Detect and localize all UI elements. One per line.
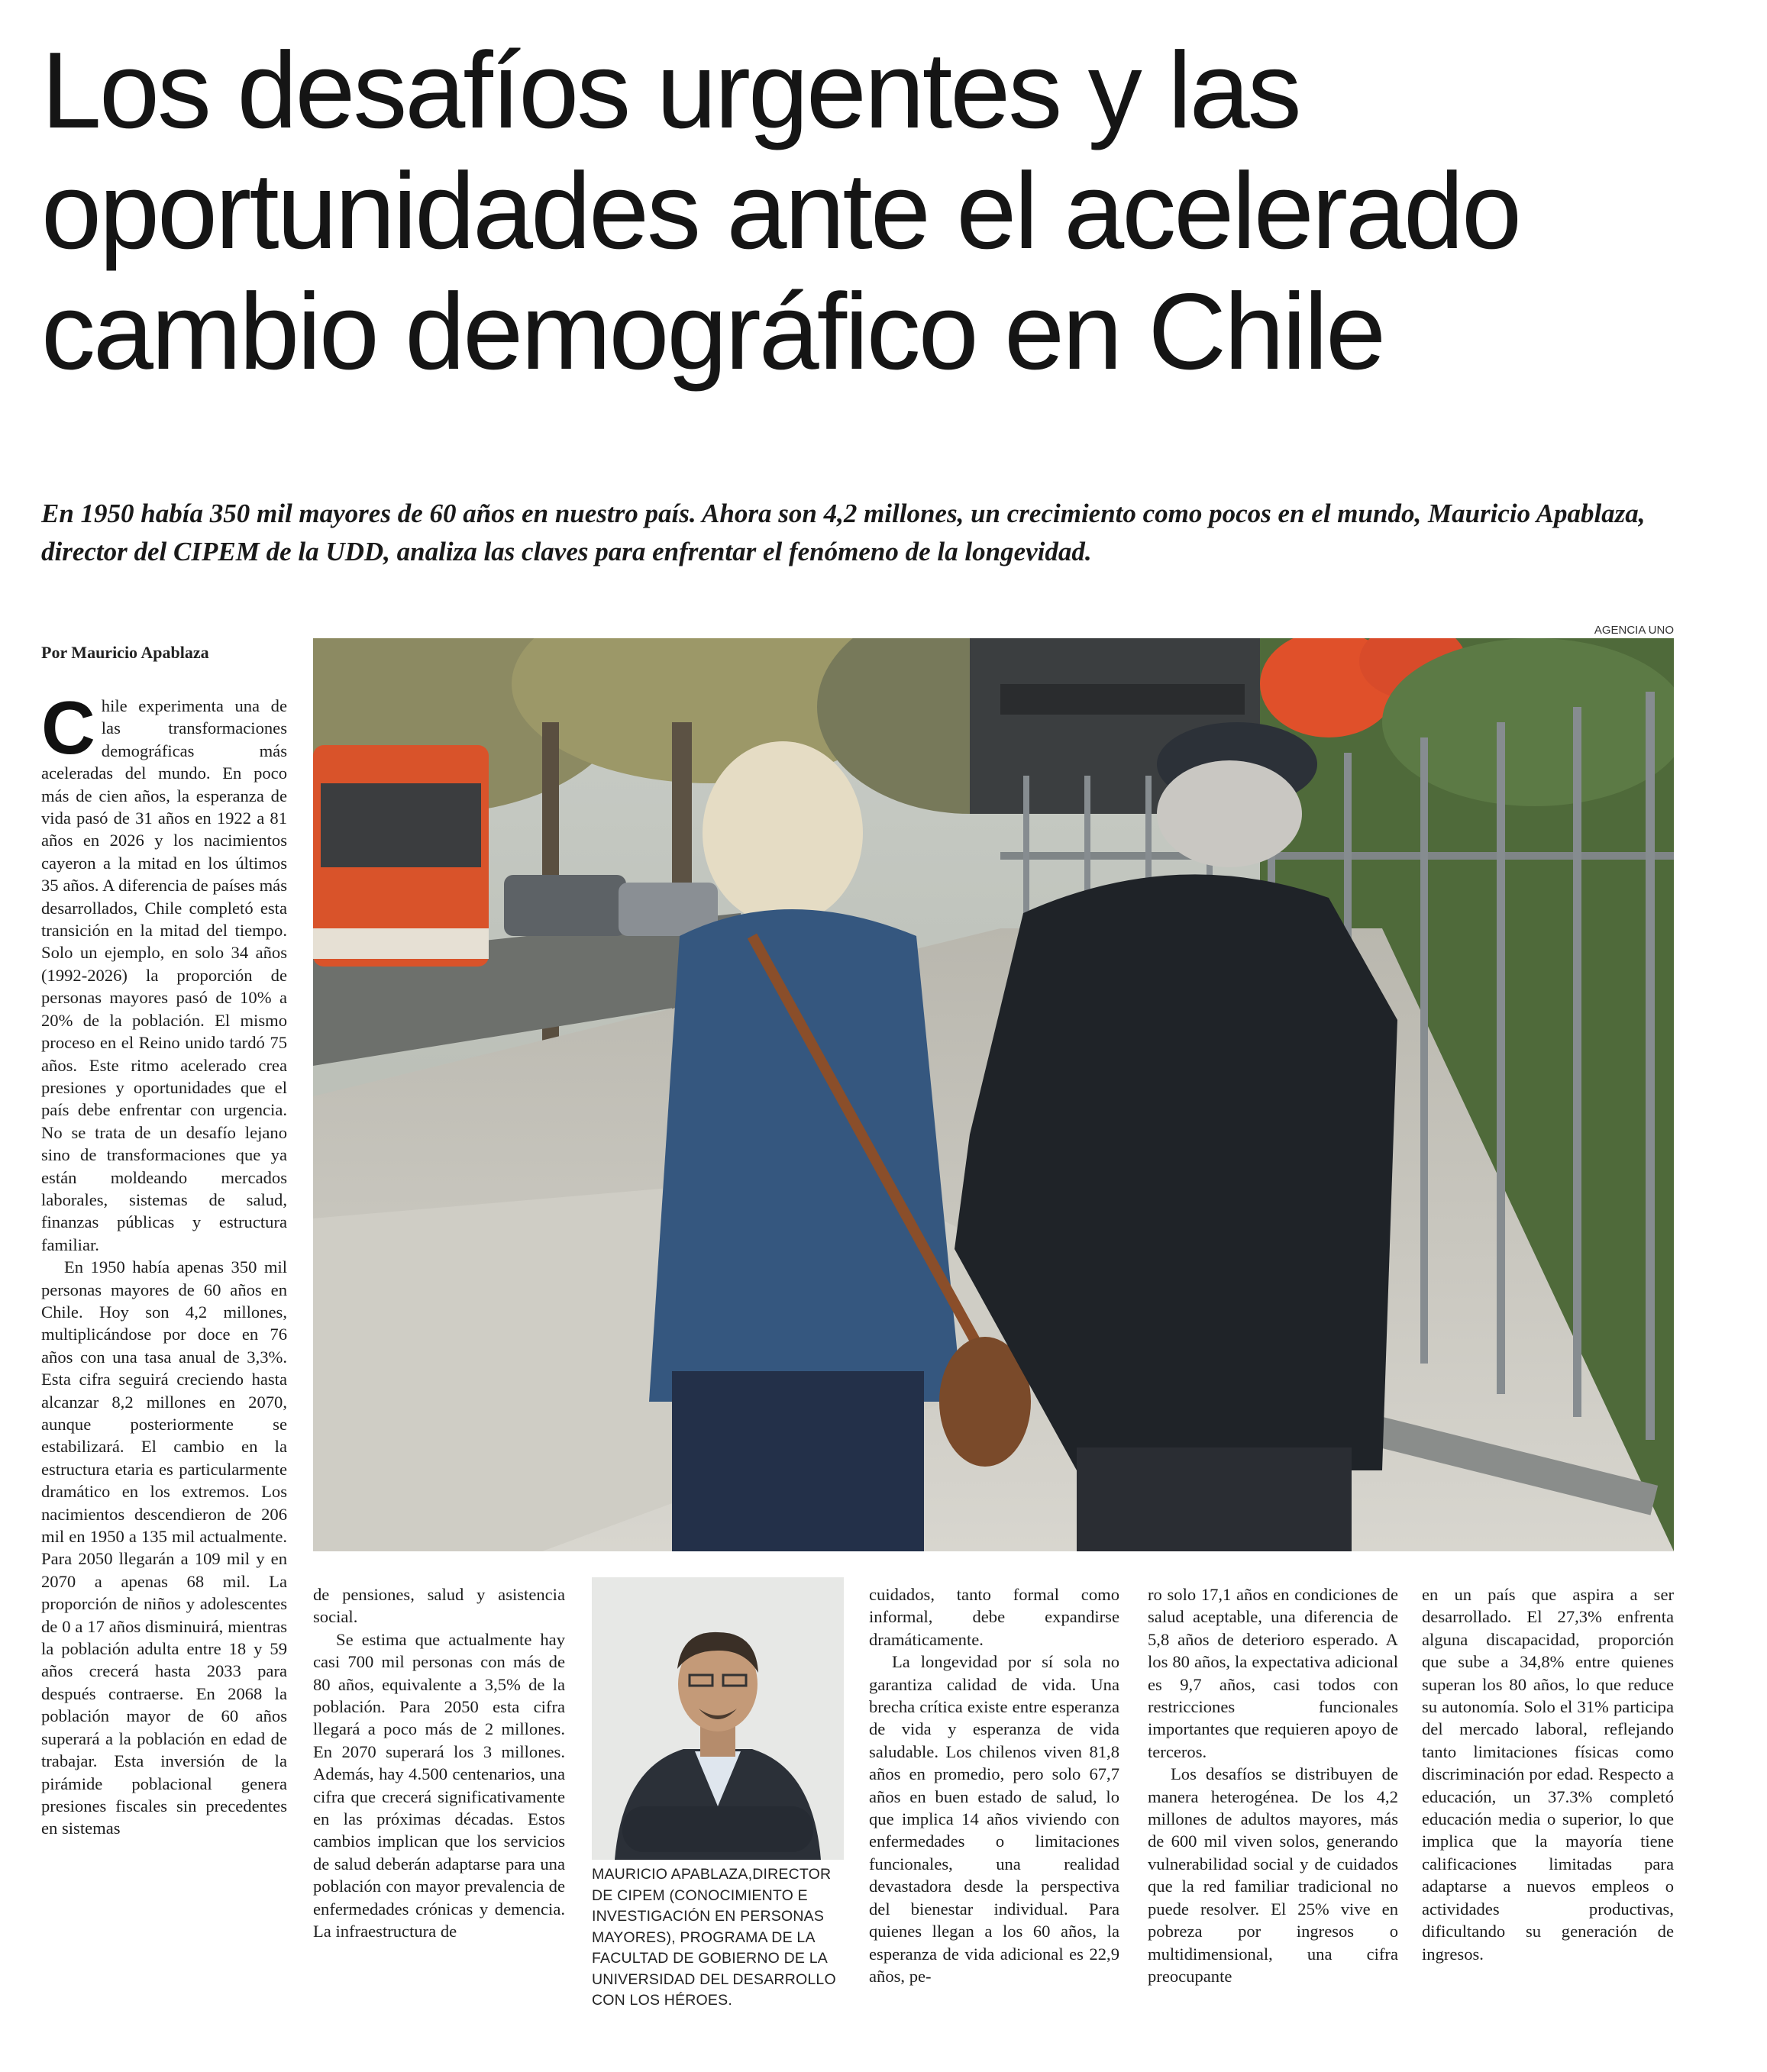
portrait-caption: MAURICIO APABLAZA,DIRECTOR DE CIPEM (CONOCIMIENTO E INVESTIGACIÓN EN PERSONAS MAYORES), PROGRAMA DE LA FACULTAD DE GOBIERNO DE LA UNIVERSIDAD DEL DESARROLLO CON LOS HÉROES.: [592, 1866, 836, 2009]
body-paragraph: de pensiones, salud y asistencia social.: [313, 1585, 565, 1627]
body-paragraph: en un país que aspira a ser desarrollado. El 27,3% enfrenta alguna discapacidad, proporción que sube a 34,8% entre quienes superan los 80 años, lo que reduce su autonomía. Solo el 31% participa del mercado laboral, reflejando tanto limitaciones físicas como discriminación por edad. Respecto a educación, un 37.3% completó educación media o superior, lo que implica que la mayoría tiene calificaciones limitadas para adaptarse a nuevos empleos o actividades productivas, dificultando su generación de ingresos.: [1422, 1585, 1674, 1964]
article-column-5: [1422, 1583, 1674, 1965]
lead-paragraph: [41, 686, 287, 1256]
drop-cap: C: [41, 686, 95, 770]
body-paragraph: Se estima que actualmente hay casi 700 mil personas con más de 80 años, equivalente a 3,5% de la población. Para 2050 esta cifra llegará a poco más de 2 millones. En 2070 superará los 3 millones. Además, hay 4.500 centenarios, una cifra que crecerá significativamente en las próximas décadas. Estos cambios implican que los servicios de salud deberán adaptarse para una población con mayor prevalencia de enfermedades crónicas y demencia. La infraestructura de: [313, 1629, 565, 1941]
body-paragraph: La longevidad por sí sola no garantiza calidad de vida. Una brecha crítica existe entre esperanza de vida y esperanza de vida saludable. Los chilenos viven 81,8 años en promedio, pero solo 67,7 años en buen estado de salud, lo que implica 14 años viviendo con enfermedades o limitaciones funcionales, una realidad devastadora desde la perspectiva del bienestar individual. Para quienes llegan a los 60 años, la esperanza de vida adicional es 22,9 años, pe-: [869, 1652, 1119, 1986]
article-column-3: [869, 1583, 1119, 1987]
byline: Por Mauricio Apablaza: [41, 643, 209, 662]
body-paragraph: Los desafíos se distribuyen de manera heterogénea. De los 4,2 millones de adultos mayores, más de 600 mil viven solos, generando vulnerabilidad social y de cuidados que la red familiar tradicional no puede resolver. El 25% vive en pobreza por ingresos o multidimensional, una cifra preocupante: [1148, 1764, 1398, 1986]
lead-text: hile experimenta una de las transformaciones demográficas más aceleradas del mundo. En poco más de cien años, la esperanza de vida pasó de 31 años en 1922 a 81 años en 2026 y los nacimientos cayeron a la mitad en los últimos 35 años. A diferencia de países más desarrollados, Chile completó esta transición en la mitad del tiempo. Solo un ejemplo, en solo 34 años (1992-2026) la proporción de personas mayores pasó de 10% a 20% de la población. El mismo proceso en el Reino unido tardó 75 años. Este ritmo acelerado crea presiones y oportunidades que el país debe enfrentar con urgencia. No se trata de un desafío lejano sino de transformaciones que ya están moldeando mercados laborales, sistemas de salud, finanzas públicas y estructura familiar.: [41, 696, 287, 1254]
photo-credit: AGENCIA UNO: [1594, 624, 1674, 637]
article-column-4: [1148, 1583, 1398, 1987]
main-photo-elderly-couple-walking: [313, 638, 1674, 1551]
article-column-1: [41, 686, 287, 1840]
deck-subtitle: En 1950 había 350 mil mayores de 60 años en nuestro país. Ahora son 4,2 millones, un crecimiento como pocos en el mundo, Mauricio Apablaza, director del CIPEM de la UDD, analiza las claves para enfrentar el fenómeno de la longevidad.: [41, 499, 1646, 566]
body-paragraph: cuidados, tanto formal como informal, debe expandirse dramáticamente.: [869, 1585, 1119, 1649]
body-paragraph: ro solo 17,1 años en condiciones de salud aceptable, una diferencia de 5,8 años de deterioro esperado. A los 80 años, la expectativa adicional es 9,7 años, casi todos con restricciones funcionales importantes que requieren apoyo de terceros.: [1148, 1585, 1398, 1761]
headline: Los desafíos urgentes y las oportunidades ante el acelerado cambio demográfico en Chile: [41, 30, 1520, 392]
article-column-2: [313, 1583, 565, 1943]
portrait-photo-mauricio-apablaza: [592, 1577, 844, 1860]
body-paragraph: En 1950 había apenas 350 mil personas mayores de 60 años en Chile. Hoy son 4,2 millones, multiplicándose por doce en 76 años con una tasa anual de 3,3%. Esta cifra seguirá creciendo hasta alcanzar 8,2 millones en 2070, aunque posteriormente se estabilizará. El cambio en la estructura etaria es particularmente dramático en los extremos. Los nacimientos descendieron de 206 mil en 1950 a 135 mil actualmente. Para 2050 llegarán a 109 mil y en 2070 a apenas 68 mil. La proporción de niños y adolescentes de 0 a 17 años disminuirá, mientras la población adulta entre 18 y 59 años crecerá hasta 2033 para después contraerse. En 2068 la población mayor de 60 años superará a la población en edad de trabajar. Esta inversión de la pirámide poblacional genera presiones fiscales sin precedentes en sistemas: [41, 1257, 287, 1838]
